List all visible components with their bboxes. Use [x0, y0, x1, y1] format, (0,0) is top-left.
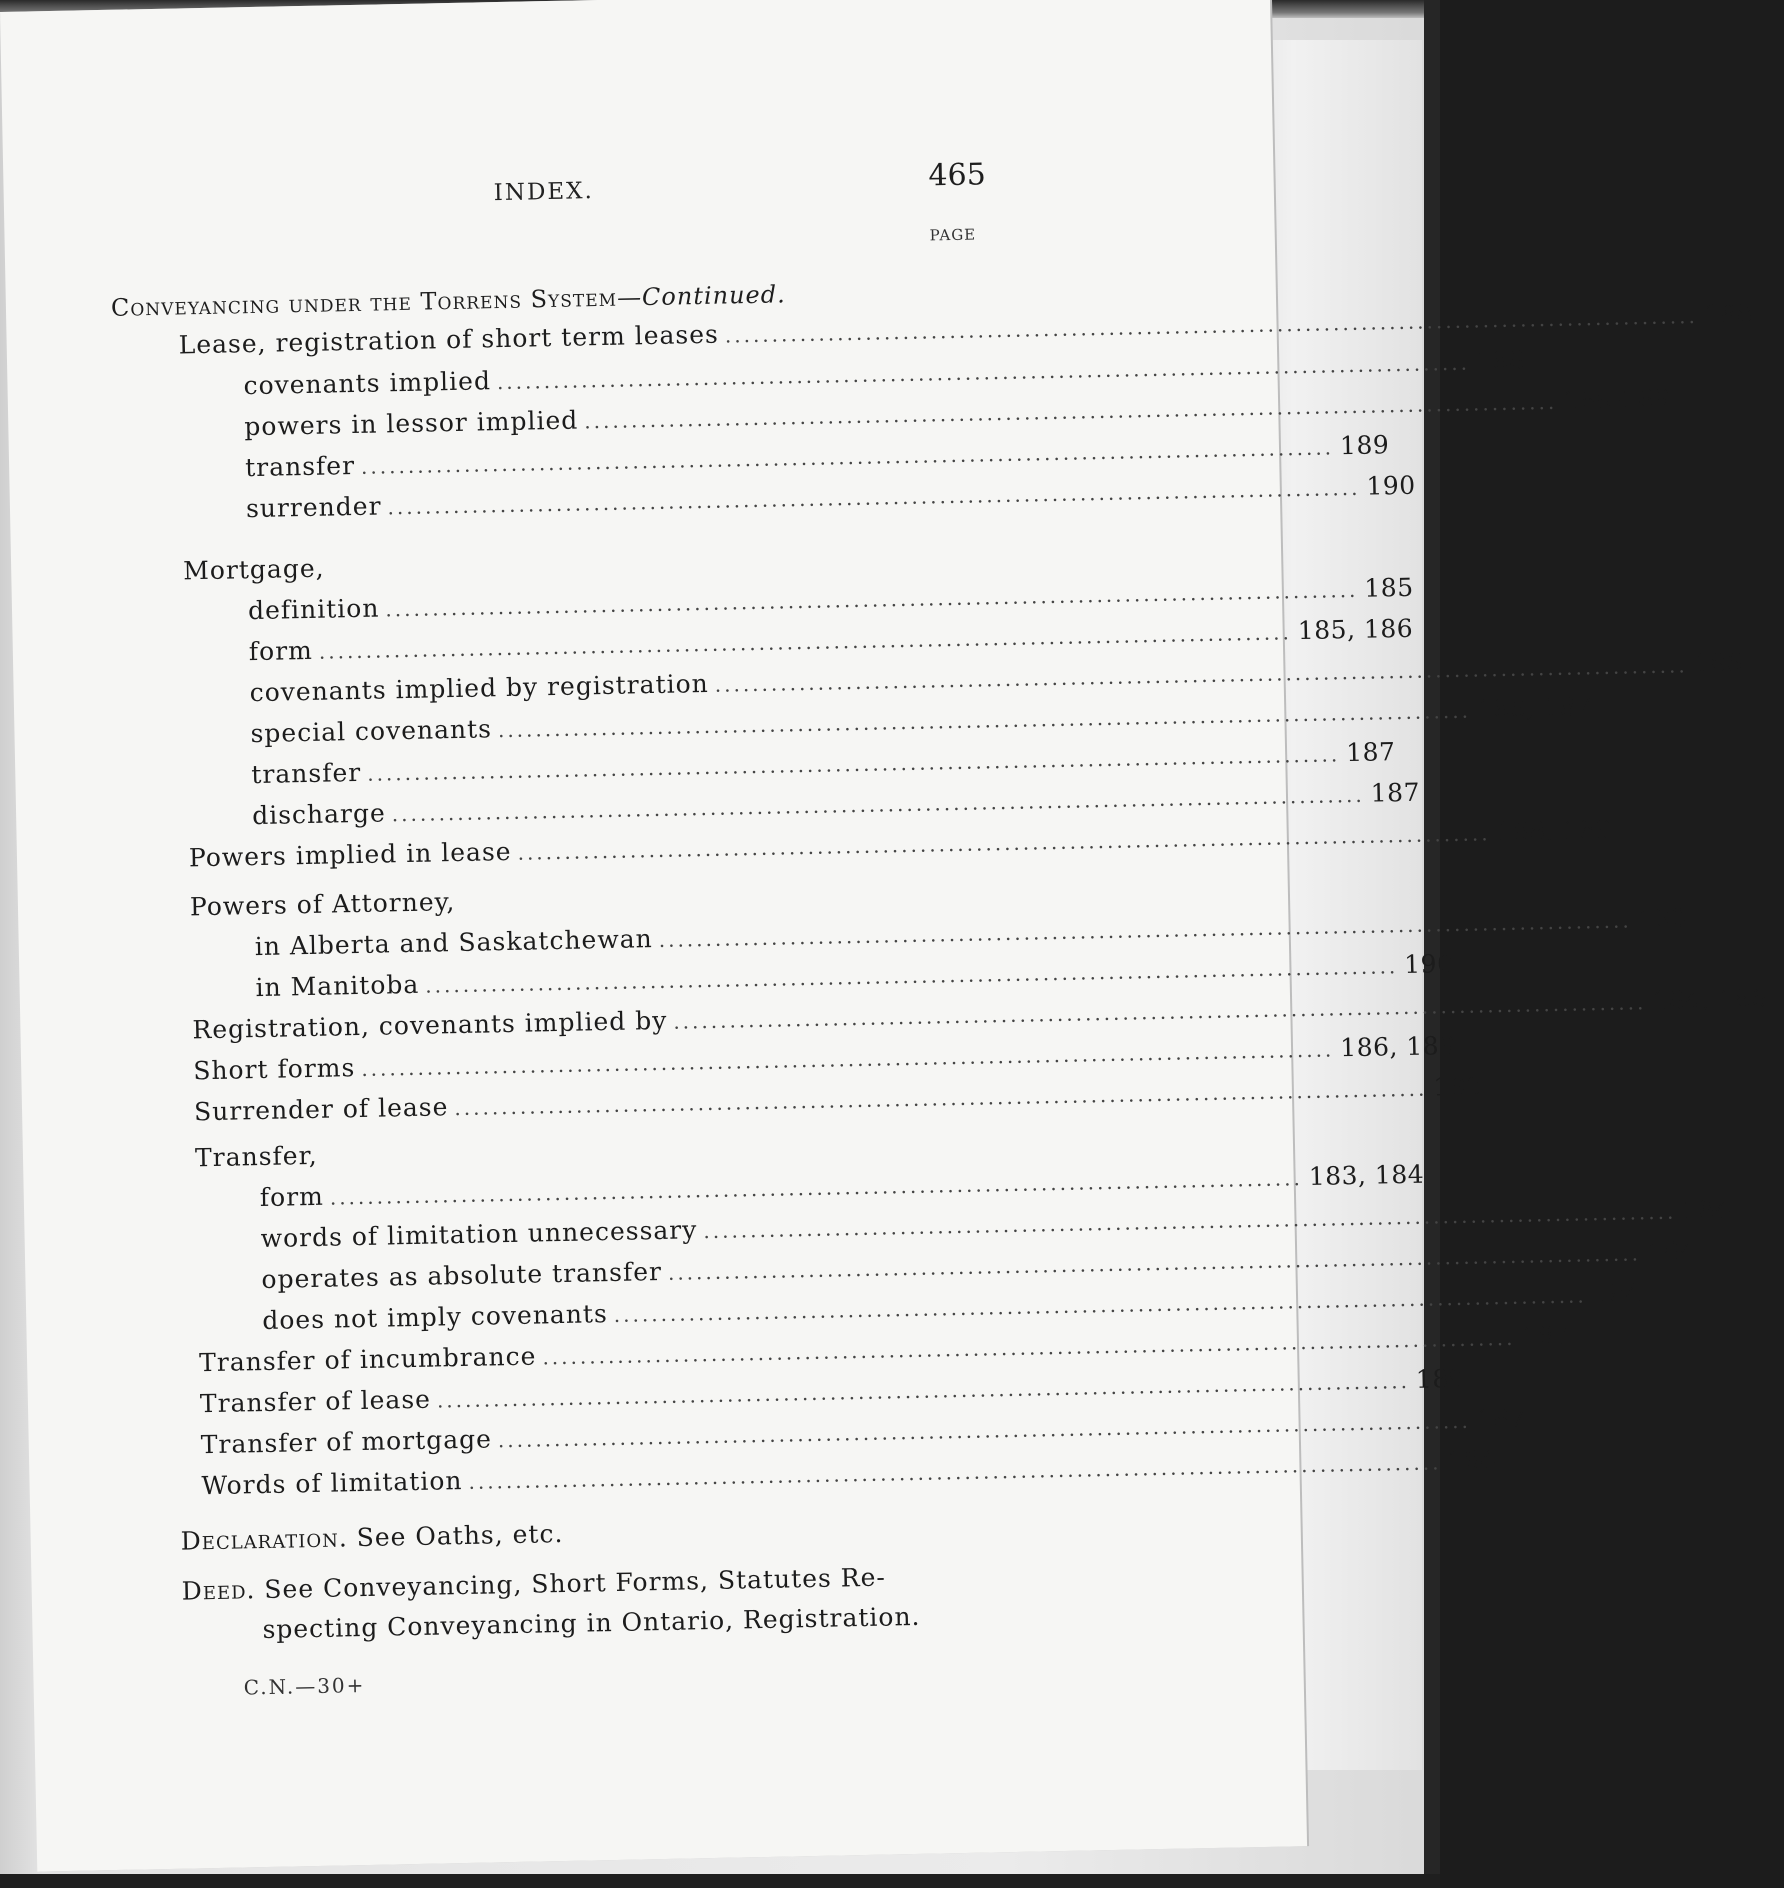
entry-label: Registration, covenants implied by	[192, 1005, 668, 1045]
entry-pages: 184	[1447, 1445, 1497, 1476]
entry-label: form	[248, 635, 314, 667]
page-number: 465	[928, 157, 987, 194]
see-entry-declaration	[180, 1519, 563, 1556]
entry-pages: 185, 186	[1297, 613, 1414, 646]
entry-label: covenants implied	[243, 366, 492, 401]
leader-dots: ........................................................................................................	[385, 577, 1359, 622]
see-entry-text: See Conveyancing, Short Forms, Statutes Re-	[264, 1562, 887, 1605]
leader-dots: ........................................................................................................	[436, 1368, 1411, 1413]
entry-pages: 190	[1637, 903, 1688, 934]
index-entry	[259, 1159, 1425, 1213]
leader-dots: ........................................................................................................	[673, 990, 1647, 1034]
entry-label: in Manitoba	[255, 969, 420, 1003]
index-entry	[251, 737, 1396, 790]
leader-dots: ........................................................................................................	[391, 782, 1365, 827]
entry-label: Transfer of incumbrance	[198, 1341, 537, 1378]
entry-label: covenants implied by registration	[249, 668, 710, 708]
leader-dots: ........................................................................................................	[454, 1076, 1428, 1121]
index-entry	[201, 1445, 1497, 1501]
leader-dots: ........................................................................................................	[329, 1166, 1304, 1210]
entry-label: special covenants	[250, 714, 493, 749]
leader-dots: ........................................................................................................	[496, 350, 1471, 395]
entry-pages: 189	[1339, 430, 1390, 461]
leader-dots: ........................................................................................................	[366, 742, 1341, 786]
entry-label: Powers implied in lease	[188, 836, 512, 873]
index-entry	[251, 777, 1421, 831]
entry-label: Transfer of mortgage	[200, 1424, 493, 1460]
entry-label: in Alberta and Saskatchewan	[254, 924, 653, 962]
leader-dots: ........................................................................................................	[497, 698, 1472, 743]
leader-dots: ........................................................................................................	[468, 1450, 1442, 1494]
entry-pages: 184	[1646, 1236, 1697, 1267]
index-heading-continued: —Continued.	[616, 280, 786, 312]
leader-dots: ........................................................................................................	[542, 1325, 1516, 1370]
leader-dots: ........................................................................................................	[497, 1408, 1472, 1453]
entry-label: Lease, registration of short term leases	[178, 319, 720, 360]
leader-dots: ........................................................................................................	[703, 1199, 1677, 1244]
entry-pages: 185	[1364, 572, 1414, 603]
see-entry-term: Deed.	[181, 1575, 256, 1606]
entry-label: operates as absolute transfer	[261, 1256, 663, 1295]
entry-label: surrender	[245, 491, 382, 524]
entry-label: does not imply covenants	[262, 1299, 609, 1335]
running-head: INDEX.	[493, 178, 595, 207]
leader-dots: ........................................................................................................	[667, 1241, 1642, 1285]
entry-pages: 187	[1370, 777, 1421, 808]
entry-label: powers in lessor implied	[244, 405, 579, 442]
index-heading	[111, 280, 786, 322]
entry-pages: 186, 189	[1339, 1030, 1456, 1063]
index-entry	[250, 692, 1593, 749]
entry-pages: 184	[1592, 1278, 1643, 1309]
leader-dots: ........................................................................................................	[360, 435, 1335, 479]
entry-pages: 183, 184	[1308, 1159, 1425, 1191]
entry-pages: 189	[1415, 1363, 1466, 1394]
entry-label: transfer	[251, 757, 362, 790]
leader-dots: ........................................................................................................	[425, 954, 1399, 998]
index-subheading: Mortgage,	[182, 553, 325, 586]
index-entry	[199, 1363, 1466, 1419]
page-column-label: PAGE	[929, 225, 977, 245]
entry-pages: 187	[1476, 1403, 1527, 1434]
index-subheading: Transfer,	[194, 1140, 318, 1173]
leader-dots: ........................................................................................................	[714, 653, 1688, 697]
index-entry	[247, 572, 1414, 626]
entry-label: discharge	[251, 798, 387, 831]
scan-right-edge	[1424, 0, 1440, 1888]
entry-pages: 190	[1433, 1071, 1483, 1102]
entry-pages: 187	[1345, 737, 1396, 768]
index-entry	[254, 903, 1688, 962]
scan-bottom-edge	[0, 1874, 1440, 1888]
index-entry	[262, 1278, 1643, 1335]
index-entry	[200, 1403, 1527, 1460]
see-entry-text: See Oaths, etc.	[356, 1519, 564, 1553]
entry-pages: 186	[1693, 648, 1744, 679]
leader-dots: ........................................................................................................	[387, 475, 1361, 520]
index-entry	[244, 430, 1390, 483]
signature-mark: C.N.—30+	[243, 1673, 366, 1700]
leader-dots: ........................................................................................................	[517, 821, 1491, 865]
index-subheading: Powers of Attorney,	[189, 887, 456, 922]
entry-label: Short forms	[192, 1053, 356, 1086]
entry-pages: 188	[1475, 345, 1526, 376]
entry-pages: 184	[1682, 1194, 1732, 1225]
entry-label: words of limitation unnecessary	[260, 1215, 698, 1254]
entry-pages: 188	[1703, 298, 1754, 329]
index-heading-title: Conveyancing under the Torrens System	[110, 283, 618, 322]
index-entry	[245, 470, 1416, 524]
leader-dots: ........................................................................................................	[613, 1283, 1587, 1327]
entry-label: Transfer of lease	[199, 1384, 432, 1419]
entry-pages: 184, 186	[1651, 983, 1768, 1016]
entry-label: form	[259, 1181, 325, 1213]
leader-dots: ........................................................................................................	[318, 620, 1293, 664]
entry-pages: 188, 189	[1496, 814, 1613, 847]
index-entry	[261, 1236, 1697, 1295]
index-entry	[198, 1320, 1571, 1378]
leader-dots: ........................................................................................................	[584, 389, 1558, 434]
entry-pages: 187	[1521, 1320, 1571, 1351]
entry-pages: 190	[1366, 470, 1416, 501]
see-entry-continuation: specting Conveyancing in Ontario, Registration.	[262, 1601, 921, 1645]
entry-label: Surrender of lease	[193, 1092, 449, 1127]
index-entry	[243, 345, 1526, 401]
entry-pages: 186, 187	[1476, 692, 1593, 724]
leader-dots: ........................................................................................................	[724, 303, 1699, 348]
see-entry-term: Declaration.	[180, 1523, 349, 1556]
entry-label: definition	[247, 593, 380, 626]
entry-pages: 188-189	[1562, 383, 1671, 415]
entry-pages: 190	[1403, 949, 1454, 980]
entry-label: transfer	[244, 450, 356, 483]
index-entry	[192, 1030, 1456, 1086]
index-entry	[248, 613, 1414, 667]
leader-dots: ........................................................................................................	[361, 1037, 1335, 1081]
index-entry	[193, 1071, 1483, 1127]
leader-dots: ........................................................................................................	[658, 908, 1632, 952]
entry-label: Words of limitation	[201, 1466, 463, 1501]
see-entry-deed	[181, 1563, 886, 1606]
index-entry	[255, 949, 1454, 1003]
